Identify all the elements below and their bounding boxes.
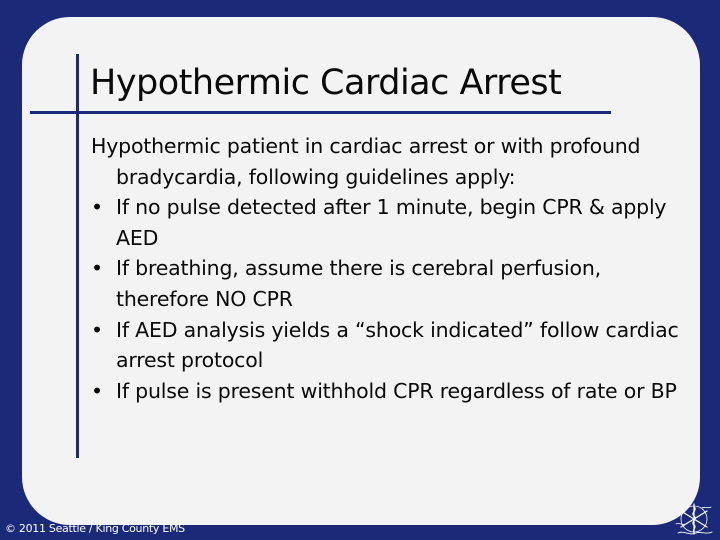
bullet-item bbox=[91, 315, 691, 376]
bullet-text: If no pulse detected after 1 minute, begin CPR & apply AED bbox=[116, 195, 667, 250]
bullet-text: If pulse is present withhold CPR regardless of rate or BP bbox=[116, 378, 677, 403]
bullet-item bbox=[91, 253, 691, 314]
bullet-marker: • bbox=[91, 195, 103, 220]
bullet-marker: • bbox=[91, 317, 103, 342]
title-underline bbox=[30, 111, 611, 114]
bullet-text: If breathing, assume there is cerebral perfusion, therefore NO CPR bbox=[116, 256, 601, 311]
slide-title: Hypothermic Cardiac Arrest bbox=[90, 63, 562, 103]
vertical-divider bbox=[76, 54, 79, 458]
copyright-footer: © 2011 Seattle / King County EMS bbox=[5, 522, 185, 535]
bullet-item bbox=[91, 192, 691, 253]
bullet-text: If AED analysis yields a “shock indicated” follow cardiac arrest protocol bbox=[116, 317, 679, 373]
bullet-item bbox=[91, 376, 691, 407]
bullet-marker: • bbox=[91, 378, 103, 403]
intro-paragraph: Hypothermic patient in cardiac arrest or with profound bradycardia, following guidelines apply: bbox=[91, 134, 641, 189]
star-of-life-logo-icon bbox=[672, 500, 716, 538]
slide-body bbox=[91, 131, 691, 406]
bullet-marker: • bbox=[91, 256, 103, 281]
bullet-list bbox=[91, 192, 691, 406]
